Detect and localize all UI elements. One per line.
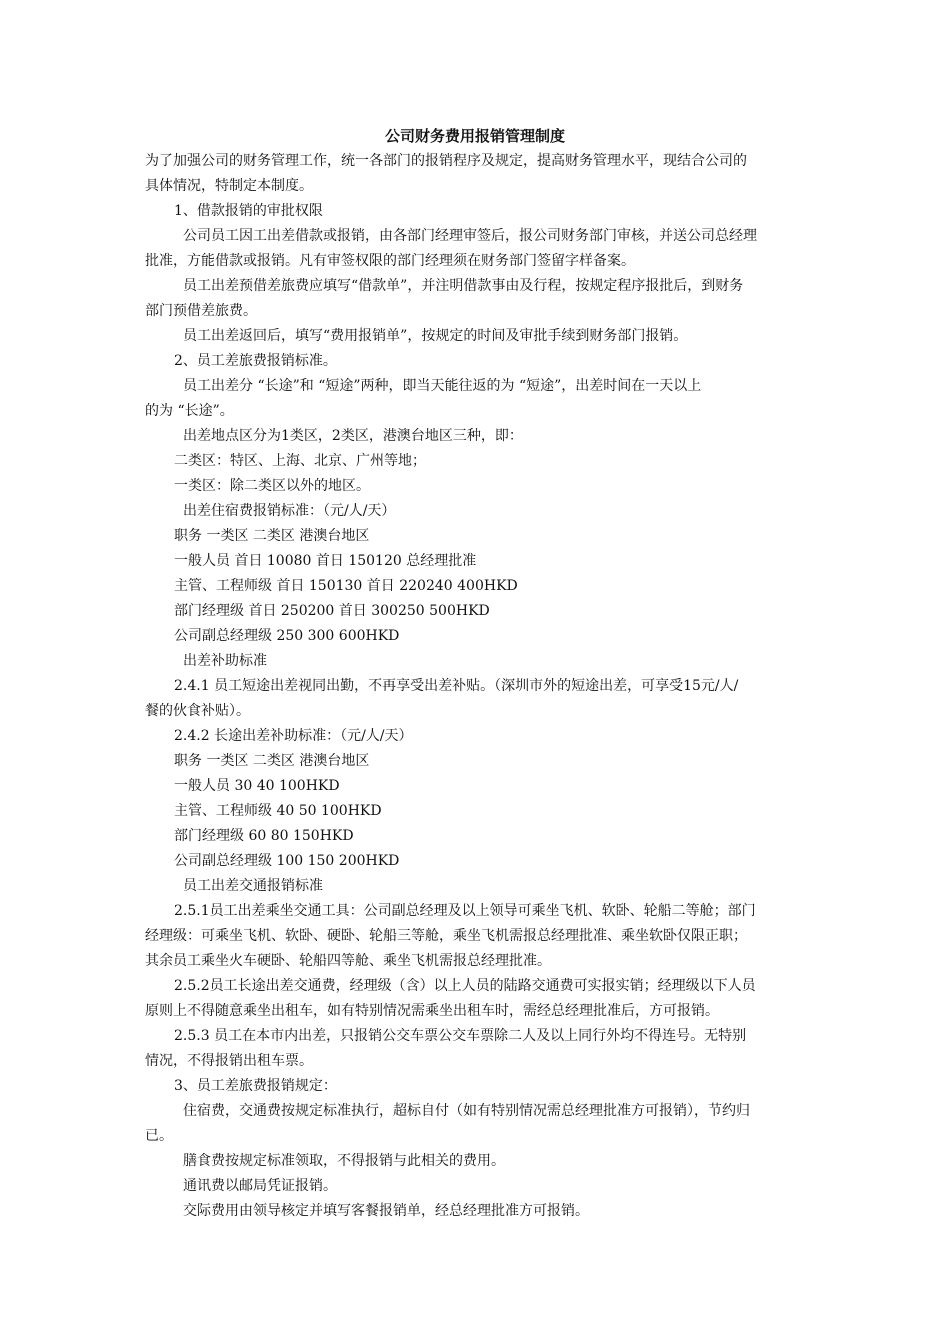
paragraph-line: 出差住宿费报销标准：（元/人/天） — [183, 503, 396, 519]
paragraph-line: 2.5.1员工出差乘坐交通工具：公司副总经理及以上领导可乘坐飞机、软卧、轮船二等舱；部门 — [174, 903, 756, 919]
paragraph-line: 具体情况，特制定本制度。 — [145, 178, 313, 194]
table-row: 公司副总经理级 100 150 200HKD — [174, 853, 400, 869]
table-row: 职务 一类区 二类区 港澳台地区 — [174, 528, 370, 544]
paragraph-line: 一类区：除二类区以外的地区。 — [174, 478, 370, 494]
paragraph-line: 通讯费以邮局凭证报销。 — [183, 1178, 337, 1194]
paragraph-line: 公司员工因工出差借款或报销，由各部门经理审签后，报公司财务部门审核，并送公司总经理 — [183, 228, 757, 244]
paragraph-line: 经理级：可乘坐飞机、软卧、硬卧、轮船三等舱，乘坐飞机需报总经理批准、乘坐软卧仅限正职； — [145, 928, 747, 944]
paragraph-line: 员工出差返回后，填写“费用报销单”，按规定的时间及审批手续到财务部门报销。 — [183, 328, 688, 344]
paragraph-line: 2.5.2员工长途出差交通费，经理级（含）以上人员的陆路交通费可实报实销；经理级以下人员 — [174, 978, 756, 994]
paragraph-line: 2.4.1 员工短途出差视同出勤，不再享受出差补贴。（深圳市外的短途出差，可享受15元/人/ — [174, 678, 739, 694]
subsection-heading: 出差补助标准 — [183, 653, 267, 669]
paragraph-line: 已。 — [145, 1128, 173, 1144]
paragraph-line: 其余员工乘坐火车硬卧、轮船四等舱、乘坐飞机需报总经理批准。 — [145, 953, 551, 969]
section-heading: 3、员工差旅费报销规定： — [174, 1078, 337, 1094]
table-row: 一般人员 首日 10080 首日 150120 总经理批准 — [174, 553, 477, 569]
table-row: 一般人员 30 40 100HKD — [174, 778, 340, 794]
table-row: 主管、工程师级 首日 150130 首日 220240 400HKD — [174, 578, 518, 594]
paragraph-line: 餐的伙食补贴）。 — [145, 703, 250, 719]
paragraph-line: 部门预借差旅费。 — [145, 303, 257, 319]
paragraph-line: 二类区：特区、上海、北京、广州等地； — [174, 453, 426, 469]
paragraph-line: 情况，不得报销出租车票。 — [145, 1053, 313, 1069]
subsection-heading: 员工出差交通报销标准 — [183, 878, 323, 894]
section-heading: 1、借款报销的审批权限 — [174, 203, 323, 219]
paragraph-line: 员工出差预借差旅费应填写“借款单”，并注明借款事由及行程，按规定程序报批后，到财务 — [183, 278, 744, 294]
paragraph-line: 为了加强公司的财务管理工作，统一各部门的报销程序及规定，提高财务管理水平，现结合公司的 — [145, 153, 747, 169]
paragraph-line: 2.4.2 长途出差补助标准：（元/人/天） — [174, 728, 413, 744]
table-row: 主管、工程师级 40 50 100HKD — [174, 803, 382, 819]
paragraph-line: 住宿费，交通费按规定标准执行，超标自付（如有特别情况需总经理批准方可报销），节约归 — [183, 1103, 750, 1119]
paragraph-line: 交际费用由领导核定并填写客餐报销单，经总经理批准方可报销。 — [183, 1203, 589, 1219]
paragraph-line: 的为 “长途”。 — [145, 403, 234, 419]
paragraph-line: 膳食费按规定标准领取，不得报销与此相关的费用。 — [183, 1153, 505, 1169]
table-row: 公司副总经理级 250 300 600HKD — [174, 628, 400, 644]
paragraph-line: 原则上不得随意乘坐出租车，如有特别情况需乘坐出租车时，需经总经理批准后，方可报销。 — [145, 1003, 719, 1019]
table-row: 部门经理级 首日 250200 首日 300250 500HKD — [174, 603, 490, 619]
document-title: 公司财务费用报销管理制度 — [384, 127, 565, 145]
paragraph-line: 员工出差分 “长途”和 “短途”两种，即当天能往返的为 “短途”，出差时间在一天以上 — [183, 378, 702, 394]
paragraph-line: 批准，方能借款或报销。凡有审签权限的部门经理须在财务部门签留字样备案。 — [145, 253, 635, 269]
table-row: 职务 一类区 二类区 港澳台地区 — [174, 753, 370, 769]
paragraph-line: 2.5.3 员工在本市内出差，只报销公交车票公交车票除二人及以上同行外均不得连号。无特别 — [174, 1028, 747, 1044]
table-row: 部门经理级 60 80 150HKD — [174, 828, 354, 844]
paragraph-line: 出差地点区分为1类区，2类区，港澳台地区三种，即： — [183, 428, 523, 444]
section-heading: 2、员工差旅费报销标准。 — [174, 353, 337, 369]
